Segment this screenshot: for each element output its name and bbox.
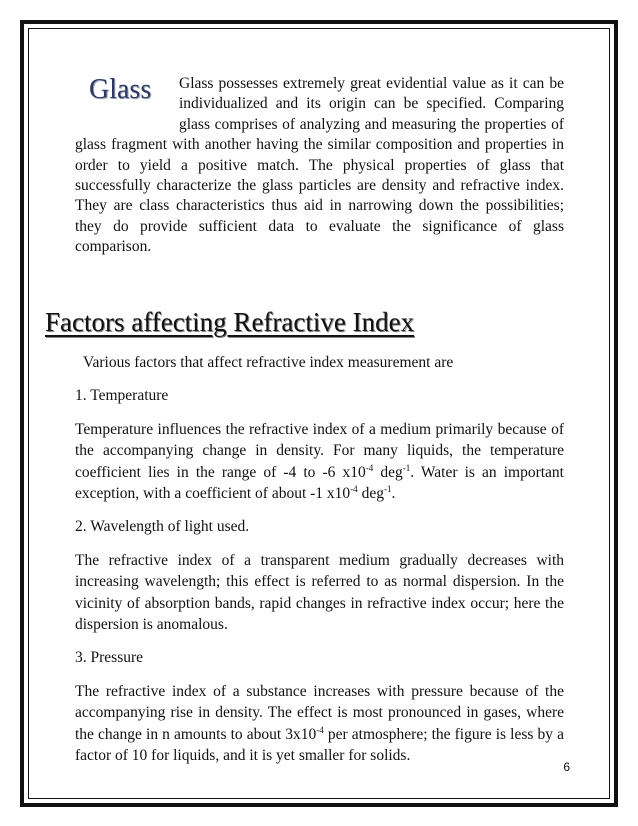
intro-text: Various factors that affect refractive index measurement are bbox=[83, 354, 454, 371]
item-title-wavelength: 2. Wavelength of light used. bbox=[75, 518, 250, 536]
item-title-temperature: 1. Temperature bbox=[75, 387, 169, 405]
wavelength-paragraph: The refractive index of a transparent medium gradually decreases with increasing wavelength; this effect is referred to as normal dispersion. In the vicinity of absorption bands, rapid changes in refractive index occur; here the dispersion is anomalous. bbox=[75, 551, 564, 634]
glass-section bbox=[75, 74, 564, 258]
glass-title: Glass bbox=[89, 74, 152, 105]
glass-paragraph-block bbox=[75, 74, 564, 258]
item-title-pressure: 3. Pressure bbox=[75, 649, 144, 667]
glass-paragraph: Glass possesses extremely great evidential value as it can be individualized and its origin can be specified. Comparing glass comprises of analyzing and measuring the properties of glass fragment with another having the similar composition and properties in order to yield a positive match. The physical properties of glass that successfully characterize the glass particles are density and refractive index. They are class characteristics thus aid in narrowing down the possibilities; they do provide sufficient data to evaluate the significance of glass comparison. bbox=[75, 75, 564, 256]
page-number: 6 bbox=[563, 760, 570, 774]
section-heading: Factors affecting Refractive Index bbox=[45, 307, 415, 337]
factors-body bbox=[75, 352, 564, 767]
pressure-paragraph: The refractive index of a substance increases with pressure because of the accompanying rise in density. The effect is most pronounced in gases, where the change in n amounts to about $3x10^{-4}$ per atmosphere; the figure is less by a factor of 10 for liquids, and it is yet smaller for solids. bbox=[75, 682, 564, 765]
temperature-paragraph: Temperature influences the refractive index of a medium primarily because of the accompanying change in density. For many liquids, the temperature coefficient lies in the range of -4 to -6 $x10^{-4}$ deg$^{-1}$. Water is an important exception, with a coefficient of about -1 $x10^{-4}$ deg$^{-1}$. bbox=[75, 420, 564, 503]
